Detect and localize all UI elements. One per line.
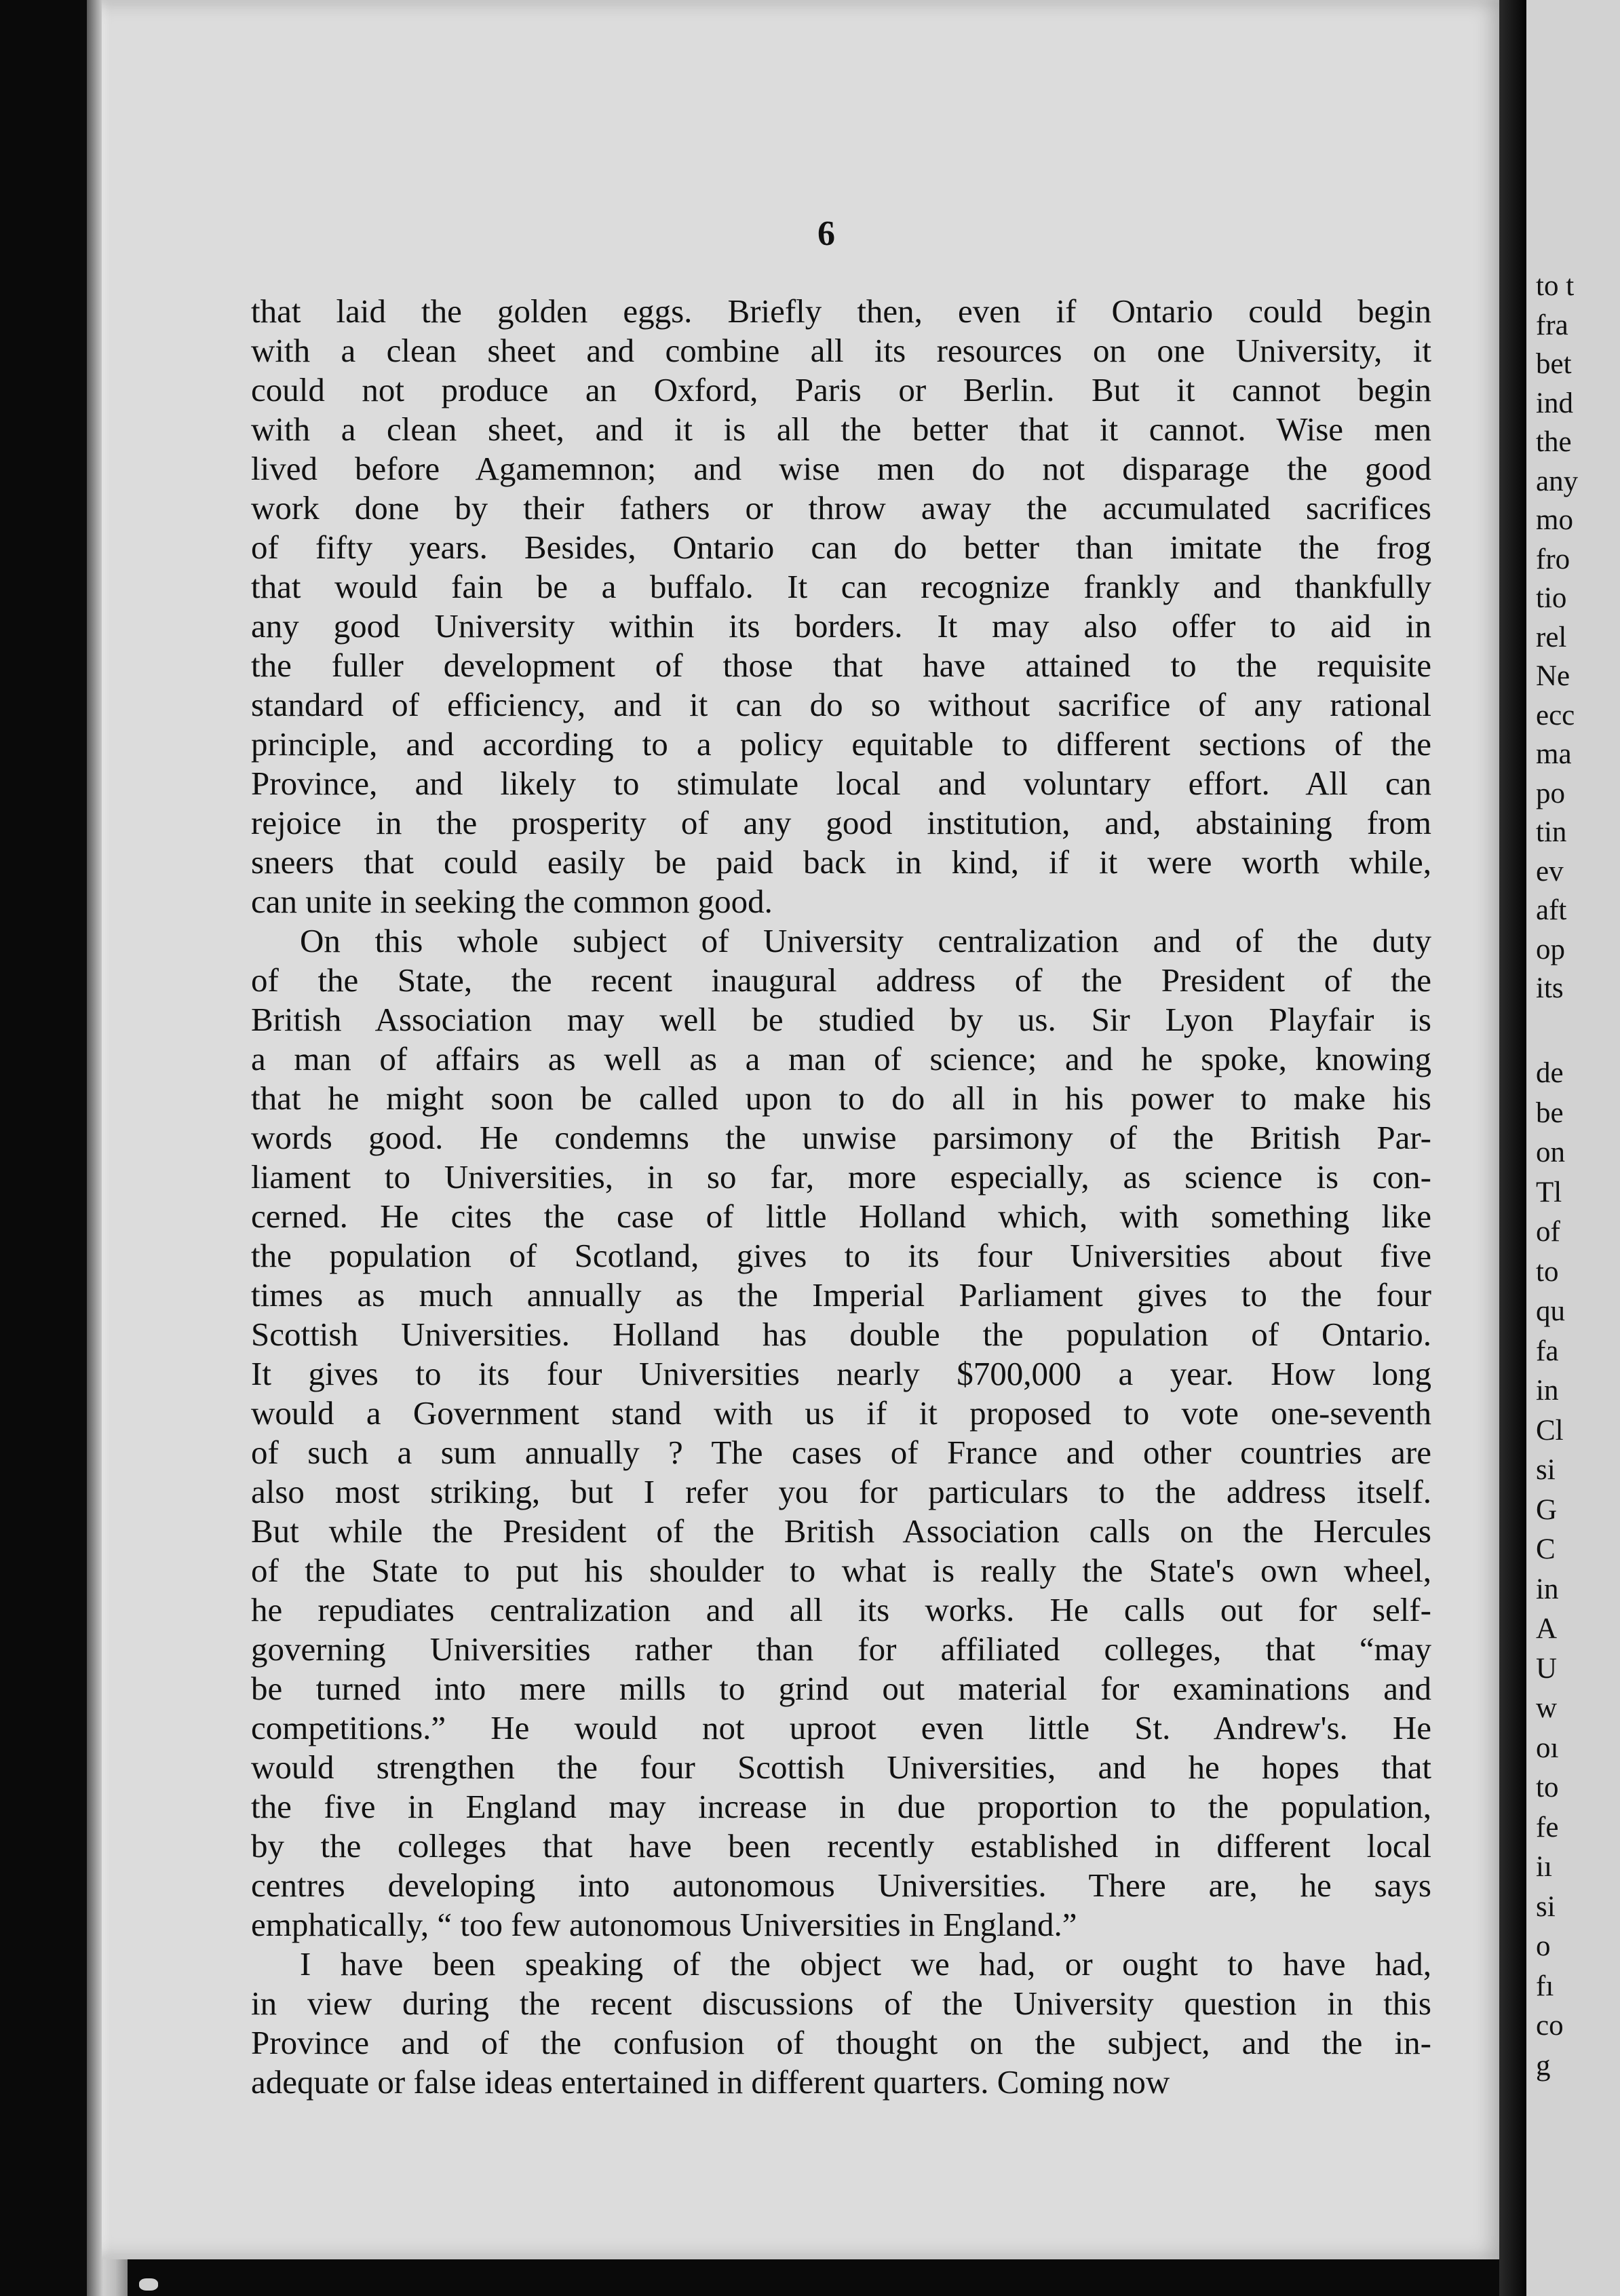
text-line: would strengthen the four Scottish Universities, and he hopes that: [251, 1748, 1431, 1786]
text-line: emphatically, “ too few autonomous Universities in England.”: [251, 1906, 1077, 1943]
adjacent-page-line: Ne: [1536, 660, 1570, 692]
text-line: words good. He condemns the unwise parsimony of the British Par-: [251, 1119, 1431, 1156]
text-line: Province, and likely to stimulate local and voluntary effort. All can: [251, 765, 1431, 802]
text-line: that would fain be a buffalo. It can recognize frankly and thankfully: [251, 568, 1431, 605]
text-line: principle, and according to a policy equitable to different sections of the: [251, 725, 1431, 763]
text-line: centres developing into autonomous Universities. There are, he says: [251, 1867, 1431, 1904]
adjacent-page-line: ecc: [1536, 699, 1575, 731]
adjacent-page-line: qu: [1536, 1295, 1565, 1327]
adjacent-page-line: the: [1536, 426, 1572, 458]
text-line: It gives to its four Universities nearly $700,000 a year. How long: [251, 1355, 1431, 1392]
adjacent-page-line: o: [1536, 1930, 1551, 1962]
text-line: I have been speaking of the object we had, or ought to have had,: [300, 1945, 1431, 1983]
text-line: adequate or false ideas entertained in different quarters. Coming now: [251, 2063, 1170, 2101]
adjacent-page-line: g: [1536, 2049, 1551, 2082]
text-line: times as much annually as the Imperial Parliament gives to the four: [251, 1276, 1431, 1314]
adjacent-page-line: po: [1536, 777, 1565, 809]
text-line: also most striking, but I refer you for particulars to the address itself.: [251, 1473, 1431, 1510]
text-line: On this whole subject of University centralization and of the duty: [300, 922, 1431, 959]
adjacent-page-line: fra: [1536, 309, 1568, 341]
adjacent-page-line: any: [1536, 465, 1579, 497]
adjacent-page-line: of: [1536, 1216, 1560, 1248]
scan-artifact: [139, 2278, 158, 2291]
text-line: work done by their fathers or throw away the accumulated sacrifices: [251, 489, 1431, 527]
page-gutter: [1499, 0, 1526, 2296]
adjacent-page-line: U: [1536, 1652, 1558, 1685]
text-line: the population of Scotland, gives to its four Universities about five: [251, 1237, 1431, 1274]
text-line: of the State to put his shoulder to what is really the State's own wheel,: [251, 1552, 1431, 1589]
adjacent-page-line: tio: [1536, 582, 1567, 614]
adjacent-page-line: fa: [1536, 1335, 1559, 1367]
text-line: would a Government stand with us if it proposed to vote one-seventh: [251, 1394, 1431, 1432]
adjacent-page-line: be: [1536, 1096, 1564, 1129]
adjacent-page-line: oı: [1536, 1731, 1559, 1764]
text-line: he repudiates centralization and all its works. He calls out for self-: [251, 1591, 1431, 1628]
text-line: of the State, the recent inaugural address of the President of the: [251, 961, 1431, 999]
text-line: rejoice in the prosperity of any good institution, and, abstaining from: [251, 804, 1431, 841]
adjacent-page-line: C: [1536, 1533, 1556, 1565]
adjacent-page-line: in: [1536, 1573, 1559, 1605]
adjacent-page-line: to: [1536, 1255, 1559, 1288]
adjacent-page-line: in: [1536, 1375, 1559, 1407]
text-line: Scottish Universities. Holland has double the population of Ontario.: [251, 1316, 1431, 1353]
text-line: lived before Agamemnon; and wise men do not disparage the good: [251, 450, 1431, 487]
adjacent-page-line: to t: [1536, 270, 1575, 302]
text-line: governing Universities rather than for affiliated colleges, that “may: [251, 1630, 1431, 1668]
adjacent-page-line: iı: [1536, 1851, 1552, 1883]
adjacent-page-line: si: [1536, 1890, 1556, 1923]
text-line: the fuller development of those that have attained to the requisite: [251, 647, 1431, 684]
text-line: by the colleges that have been recently established in different local: [251, 1827, 1431, 1864]
adjacent-page-line: A: [1536, 1613, 1558, 1645]
text-line: sneers that could easily be paid back in kind, if it were worth while,: [251, 843, 1431, 881]
text-line: could not produce an Oxford, Paris or Berlin. But it cannot begin: [251, 371, 1431, 408]
text-line: liament to Universities, in so far, more especially, as science is con-: [251, 1158, 1431, 1195]
text-line: with a clean sheet, and it is all the better that it cannot. Wise men: [251, 410, 1431, 448]
text-line: any good University within its borders. It may also offer to aid in: [251, 607, 1431, 645]
adjacent-page-line: on: [1536, 1136, 1565, 1168]
adjacent-page-line: fe: [1536, 1811, 1559, 1843]
adjacent-page-line: its: [1536, 972, 1564, 1004]
text-line: of fifty years. Besides, Ontario can do better than imitate the frog: [251, 529, 1431, 566]
text-line: a man of affairs as well as a man of science; and he spoke, knowing: [251, 1040, 1431, 1077]
text-line: with a clean sheet and combine all its resources on one University, it: [251, 332, 1431, 369]
text-line: British Association may well be studied by us. Sir Lyon Playfair is: [251, 1001, 1431, 1038]
text-line: in view during the recent discussions of the University question in this: [251, 1985, 1431, 2022]
adjacent-page-line: Cl: [1536, 1414, 1564, 1447]
text-line: But while the President of the British Association calls on the Hercules: [251, 1512, 1431, 1550]
adjacent-page-line: to: [1536, 1772, 1559, 1803]
text-line: that he might soon be called upon to do all in his power to make his: [251, 1079, 1431, 1117]
adjacent-page-line: G: [1536, 1493, 1558, 1526]
adjacent-page-line: mo: [1536, 504, 1573, 536]
text-line: Province and of the confusion of thought on the subject, and the in-: [251, 2024, 1431, 2061]
text-line: cerned. He cites the case of little Holland which, with something like: [251, 1198, 1431, 1235]
adjacent-page-line: fı: [1536, 1970, 1554, 2002]
text-line: competitions.” He would not uproot even little St. Andrew's. He: [251, 1709, 1431, 1746]
adjacent-page-line: w: [1536, 1692, 1558, 1724]
adjacent-page-line: Tl: [1536, 1176, 1562, 1208]
text-line: be turned into mere mills to grind out material for examinations and: [251, 1670, 1431, 1707]
adjacent-page-line: rel: [1536, 621, 1567, 653]
text-line: that laid the golden eggs. Briefly then, even if Ontario could begin: [251, 292, 1431, 330]
adjacent-page-line: co: [1536, 2010, 1564, 2042]
text-line: can unite in seeking the common good.: [251, 883, 773, 920]
text-line: of such a sum annually ? The cases of France and other countries are: [251, 1434, 1431, 1471]
body-text: [251, 292, 1431, 2102]
adjacent-page-line: ev: [1536, 855, 1564, 887]
adjacent-page-line: si: [1536, 1454, 1556, 1486]
adjacent-page-fragment: [1526, 0, 1620, 2296]
adjacent-page-line: tin: [1536, 816, 1567, 848]
adjacent-page-line: de: [1536, 1057, 1564, 1089]
page-number: 6: [817, 214, 835, 253]
adjacent-page-line: aft: [1536, 894, 1567, 926]
adjacent-page-line: fro: [1536, 543, 1570, 575]
text-line: standard of efficiency, and it can do so without sacrifice of any rational: [251, 686, 1431, 723]
adjacent-page-line: op: [1536, 933, 1565, 965]
text-line: the five in England may increase in due proportion to the population,: [251, 1788, 1431, 1825]
adjacent-page-line: ind: [1536, 387, 1573, 419]
adjacent-page-line: ma: [1536, 738, 1572, 770]
adjacent-page-line: bet: [1536, 348, 1572, 380]
